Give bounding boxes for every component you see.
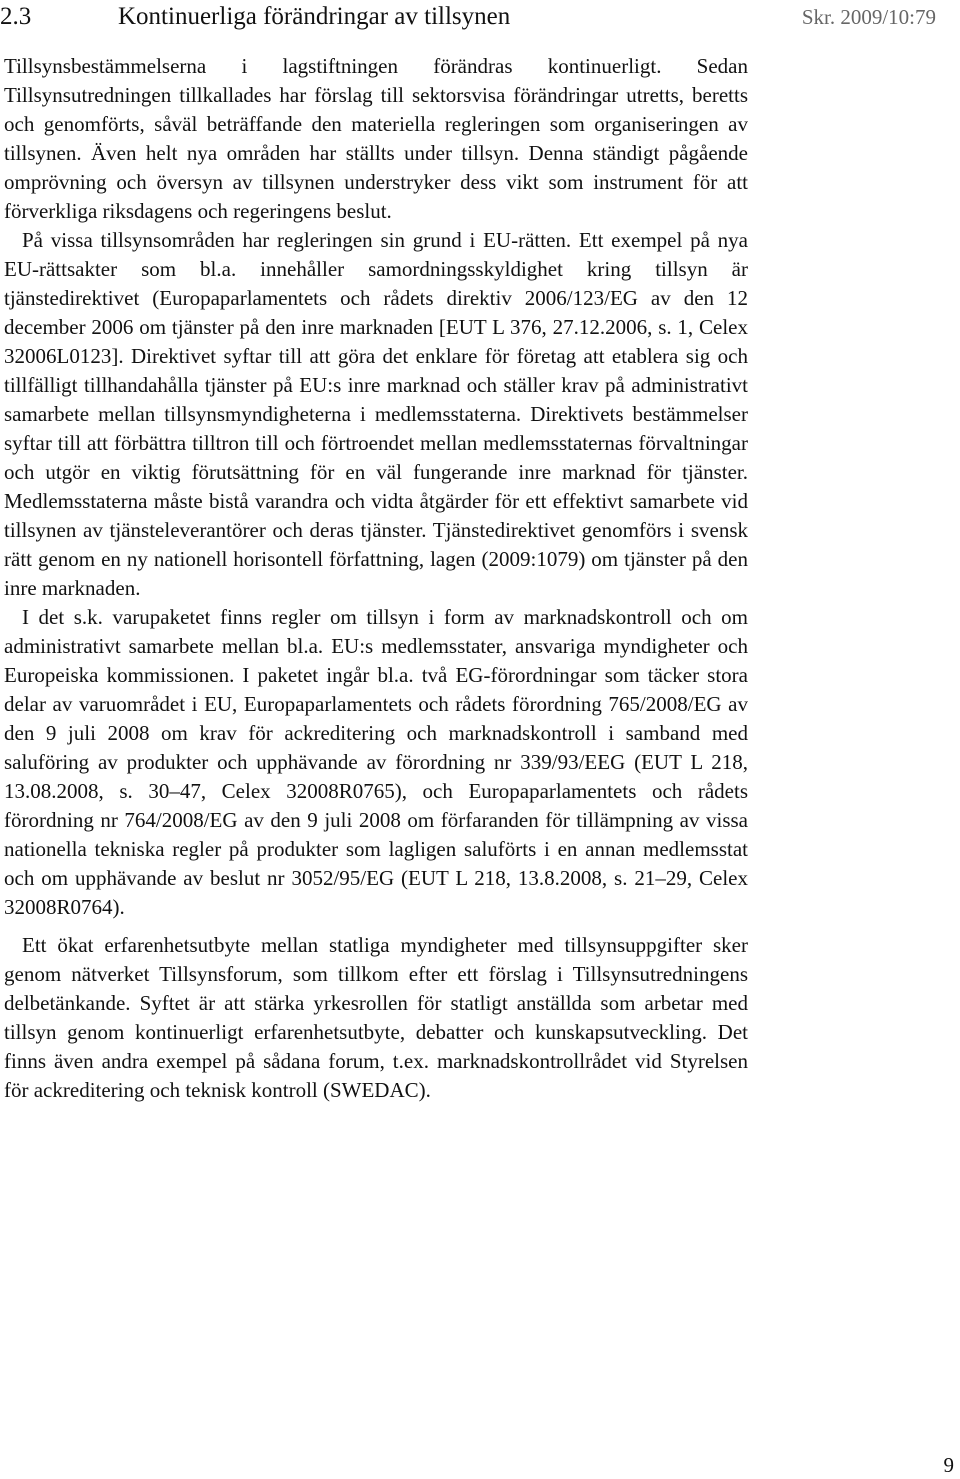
- section-title: Kontinuerliga förändringar av tillsynen: [118, 3, 511, 30]
- paragraph-supervision-changes: Tillsynsbestämmelserna i lagstiftningen förändras kontinuerligt. Sedan Tillsynsutredningen tillkallades har förslag till sektorsvisa förändringar utretts, beretts och genomförts, såväl beträffande den materiella regleringen som organiseringen av tillsynen. Även helt nya områden har ställts under tillsyn. Denna ständigt pågående omprövning och översyn av tillsynen understryker dess vikt som instrument för att förverkliga riksdagens och regeringens beslut.: [4, 54, 748, 223]
- page-number: 9: [943, 1453, 954, 1477]
- document-reference: Skr. 2009/10:79: [801, 5, 936, 29]
- page-header: [0, 2, 960, 38]
- paragraph-tillsynsforum: Ett ökat erfarenhetsutbyte mellan statliga myndigheter med tillsynsuppgifter sker genom nätverket Tillsynsforum, som tillkom efter ett förslag i Tillsynsutredningens delbetänkande. Syftet är att stärka yrkesrollen för statligt anställda som arbetar med tillsyn genom kontinuerligt erfarenhetsutbyte, debatter och kunskapsutveckling. Det finns även andra exempel på sådana forum, t.ex. marknadskontrollrådet vid Styrelsen för ackreditering och teknisk kontroll (SWEDAC).: [4, 933, 748, 1102]
- paragraph-eu-services-directive: På vissa tillsynsområden har regleringen sin grund i EU-rätten. Ett exempel på nya EU-rättsakter som bl.a. innehåller samordningsskyldighet kring tillsyn är tjänstedirektivet (Europaparlamentets och rådets direktiv 2006/123/EG av den 12 december 2006 om tjänster på den inre marknaden [EUT L 376, 27.12.2006, s. 1, Celex 32006L0123]. Direktivet syftar till att göra det enklare för företag att etablera sig och tillfälligt tillhandahålla tjänster på EU:s inre marknad och ställer krav på administrativt samarbete mellan tillsynsmyndigheterna i medlemsstaterna. Direktivets bestämmelser syftar till att förbättra tilltron till och förtroendet mellan medlemsstaternas förvaltningar och utgör en viktig förutsättning för en väl fungerande inre marknad för tjänster. Medlemsstaterna måste bistå varandra och vidta åtgärder för ett effektivt samarbete vid tillsynen av tjänsteleverantörer och deras tjänster. Tjänstedirektivet genomförs i svensk rätt genom en ny nationell horisontell författning, lagen (2009:1079) om tjänster på den inre marknaden.: [4, 228, 748, 600]
- section-number: 2.3: [0, 3, 32, 30]
- body-text: [4, 52, 748, 1105]
- paragraph-goods-package: I det s.k. varupaketet finns regler om tillsyn i form av marknadskontroll och om administrativt samarbete mellan bl.a. EU:s medlemsstater, ansvariga myndigheter och Europeiska kommissionen. I paketet ingår bl.a. två EG-förordningar som täcker stora delar av varuområdet i EU, Europaparlamentets och rådets förordning 765/2008/EG av den 9 juli 2008 om krav för ackreditering och marknadskontroll i samband med saluföring av produkter och upphävande av förordning nr 339/93/EEG (EUT L 218, 13.08.2008, s. 30–47, Celex 32008R0765), och Europaparlamentets och rådets förordning nr 764/2008/EG av den 9 juli 2008 om förfaranden för tillämpning av vissa nationella tekniska regler på produkter som lagligen saluförts i en annan medlemsstat och om upphävande av beslut nr 3052/95/EG (EUT L 218, 13.8.2008, s. 21–29, Celex 32008R0764).: [4, 605, 748, 919]
